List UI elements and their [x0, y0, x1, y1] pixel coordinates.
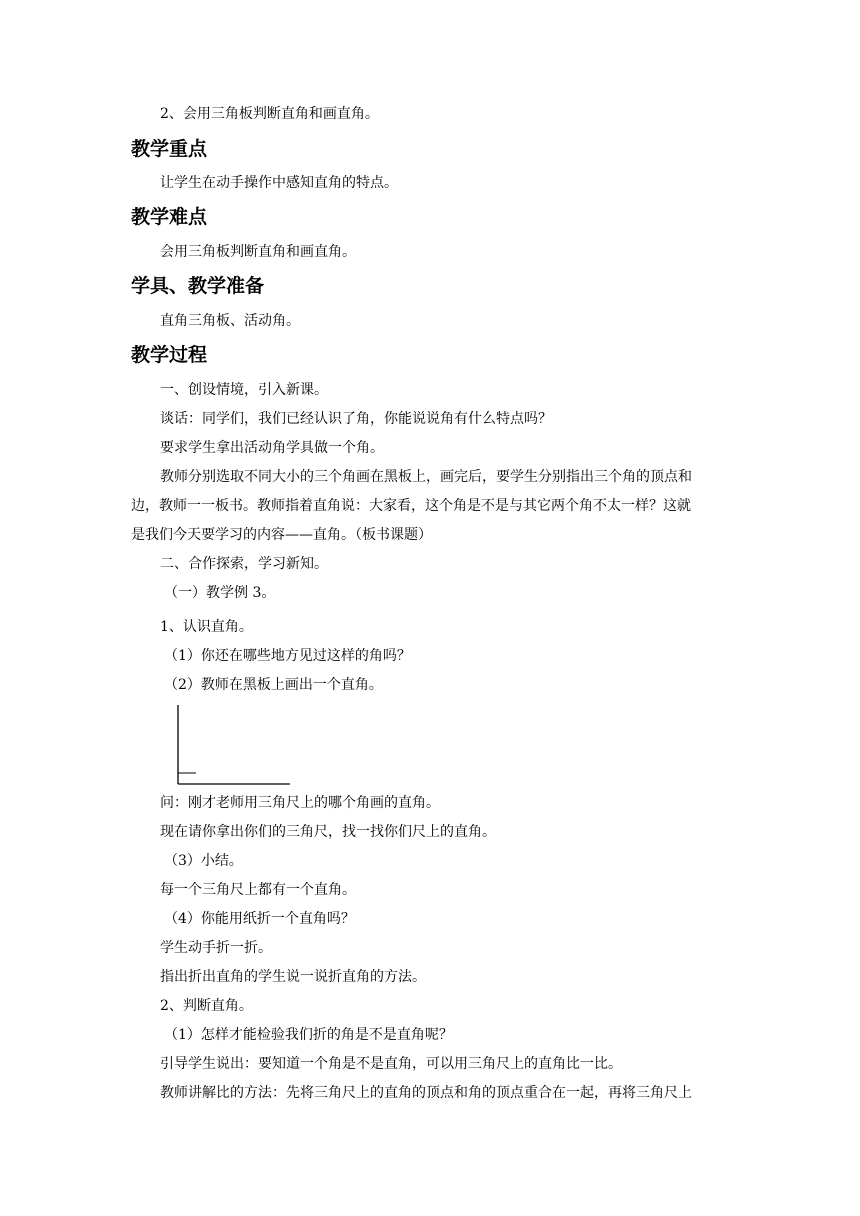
process-line: 是我们今天要学习的内容——直角。（板书课题）	[131, 527, 432, 543]
key-points-text: 让学生在动手操作中感知直角的特点。	[160, 175, 398, 191]
difficulties-text: 会用三角板判断直角和画直角。	[160, 244, 356, 260]
process-line: 1、认识直角。	[160, 619, 253, 635]
process-line: 引导学生说出：要知道一个角是不是直角，可以用三角尺上的直角比一比。	[160, 1056, 622, 1072]
heading-key-points: 教学重点	[131, 138, 208, 160]
process-line: （1）你还在哪些地方见过这样的角吗？	[164, 648, 411, 664]
process-line: 二、合作探索，学习新知。	[160, 556, 328, 572]
goal-item-2: 2、会用三角板判断直角和画直角。	[160, 106, 379, 122]
process-line: 2、判断直角。	[160, 998, 253, 1014]
process-line: 教师分别选取不同大小的三个角画在黑板上，画完后，要学生分别指出三个角的顶点和	[160, 469, 692, 485]
right-angle-figure	[170, 700, 300, 795]
heading-materials: 学具、教学准备	[131, 275, 265, 297]
process-line: 每一个三角尺上都有一个直角。	[160, 882, 356, 898]
process-line: 边，教师一一板书。教师指着直角说：大家看，这个角是不是与其它两个角不太一样？这就	[131, 498, 691, 514]
process-line: （一）教学例 3。	[164, 585, 276, 601]
process-line: （4）你能用纸折一个直角吗？	[164, 911, 355, 927]
process-line: 指出折出直角的学生说一说折直角的方法。	[160, 969, 426, 985]
process-line: （1）怎样才能检验我们折的角是不是直角呢？	[164, 1027, 453, 1043]
process-line: 教师讲解比的方法：先将三角尺上的直角的顶点和角的顶点重合在一起，再将三角尺上	[160, 1085, 692, 1101]
process-line: 谈话：同学们，我们已经认识了角，你能说说角有什么特点吗？	[160, 411, 552, 427]
process-line: （2）教师在黑板上画出一个直角。	[164, 677, 383, 693]
process-line: 学生动手折一折。	[160, 940, 272, 956]
materials-text: 直角三角板、活动角。	[160, 313, 300, 329]
process-line: （3）小结。	[164, 853, 243, 869]
process-line: 一、创设情境，引入新课。	[160, 382, 328, 398]
process-line: 问：刚才老师用三角尺上的哪个角画的直角。	[160, 795, 440, 811]
heading-process: 教学过程	[131, 344, 208, 366]
process-line: 现在请你拿出你们的三角尺，找一找你们尺上的直角。	[160, 824, 496, 840]
process-line: 要求学生拿出活动角学具做一个角。	[160, 440, 384, 456]
heading-difficulties: 教学难点	[131, 206, 208, 228]
